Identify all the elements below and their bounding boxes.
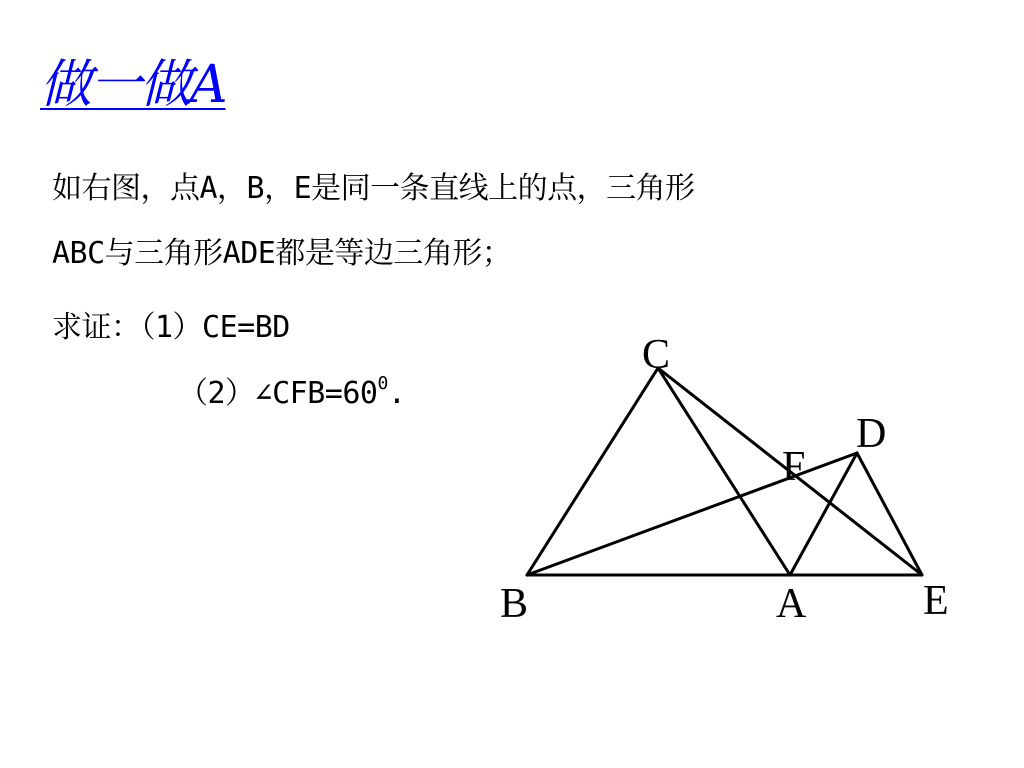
- segment-BD: [527, 453, 857, 575]
- problem-line-4-end: .: [387, 376, 406, 411]
- problem-line-2: ABC与三角形ADE都是等边三角形；: [52, 236, 512, 271]
- label-A: A: [776, 581, 807, 627]
- problem-line-3: 求证：（1）CE=BD: [52, 310, 290, 345]
- label-E: E: [923, 578, 949, 624]
- label-B: B: [500, 581, 529, 627]
- label-C: C: [642, 332, 671, 378]
- degree-superscript: 0: [377, 373, 388, 394]
- label-D: D: [856, 411, 887, 457]
- page-title: 做一做A: [40, 55, 226, 115]
- segment-DE: [857, 453, 922, 575]
- segment-BC: [527, 368, 658, 575]
- label-F: F: [782, 444, 806, 490]
- problem-line-1: 如右图，点A，B，E是同一条直线上的点，三角形: [52, 171, 695, 206]
- problem-line-4-main: （2）∠CFB=60: [178, 376, 378, 411]
- segment-CA: [658, 368, 790, 575]
